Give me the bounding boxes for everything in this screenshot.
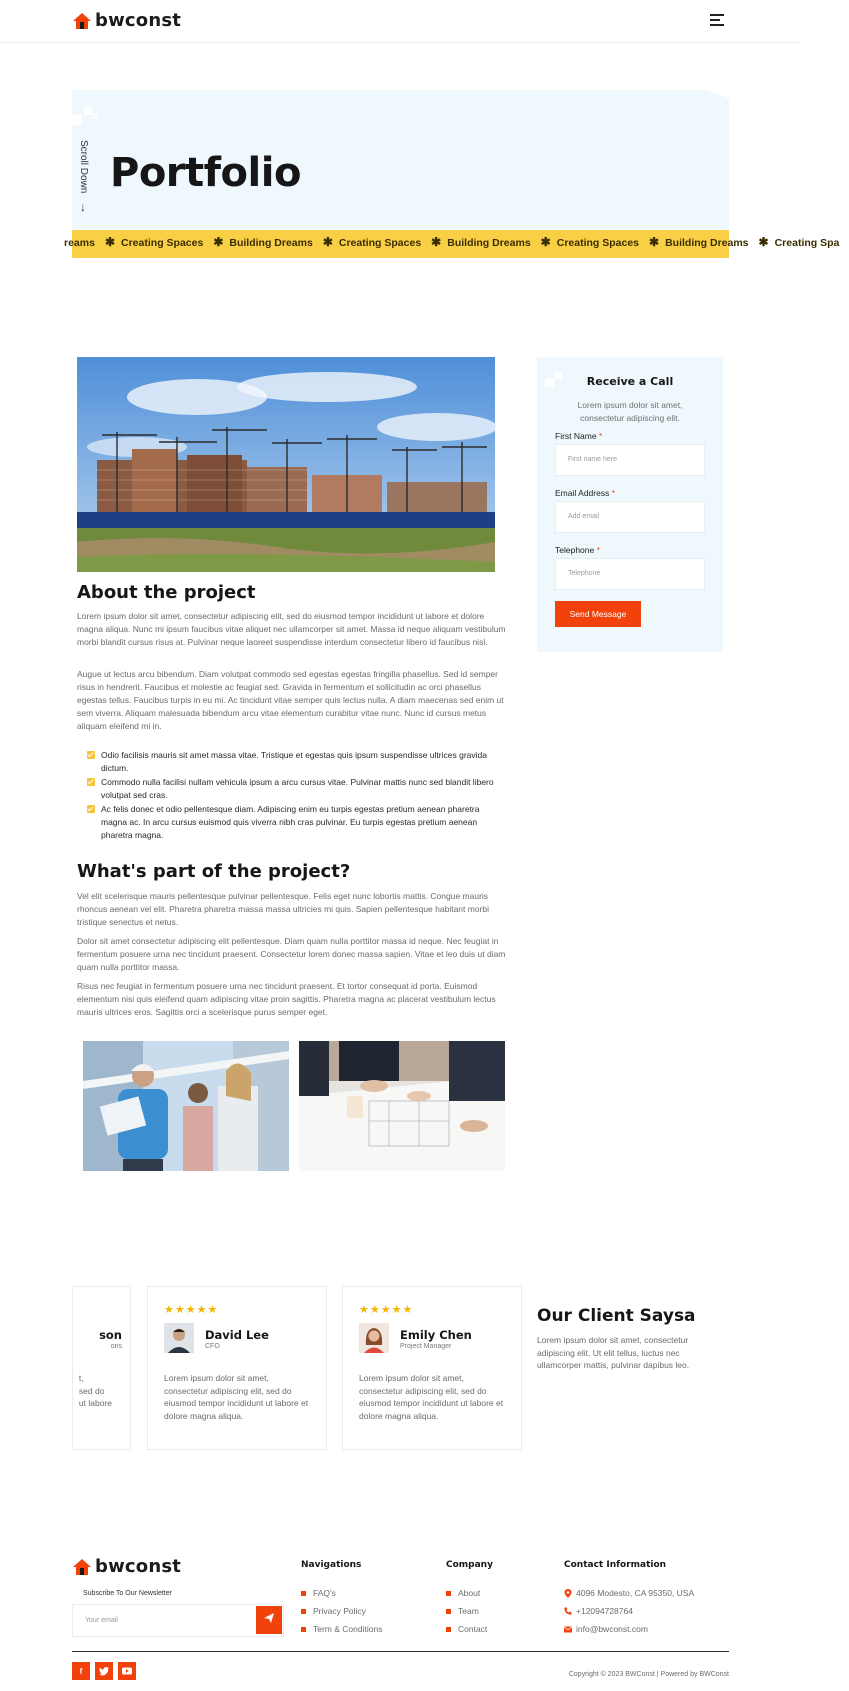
clients-section-title: Our Client Saysa bbox=[537, 1306, 696, 1326]
avatar bbox=[359, 1323, 389, 1353]
site-header bbox=[0, 0, 800, 43]
mail-icon bbox=[564, 1625, 572, 1633]
asterisk-icon: ✱ bbox=[104, 235, 116, 249]
arrow-down-icon: ↓ bbox=[80, 200, 86, 214]
first-name-input[interactable] bbox=[555, 444, 705, 476]
first-name-label-text: First Name bbox=[555, 431, 597, 441]
ticker-item: Creating Spaces bbox=[338, 237, 422, 249]
about-paragraph-1: Lorem ipsum dolor sit amet, consectetur adipiscing elit, sed do eiusmod tempor incididunt ut labore et dolore magna aliqua. Nunc mi ipsum faucibus vitae aliquet nec ullamcorper sit amet. Massa id neque aliquam vestibulum morbi blandit cursus risus at. Pulvinar neque laoreet suspendisse interdum consectetur libero id faucibus nisl. bbox=[77, 611, 506, 647]
house-logo-icon bbox=[72, 1557, 92, 1577]
telephone-placeholder: Telephone bbox=[568, 570, 601, 577]
asterisk-icon: ✱ bbox=[431, 235, 442, 249]
required-marker: * bbox=[611, 488, 616, 498]
five-star-rating-icon: ★★★★★ bbox=[359, 1304, 414, 1316]
checklist-item bbox=[87, 803, 507, 842]
asterisk-icon: ✱ bbox=[540, 235, 551, 249]
copyright-text: Copyright © 2023 BWConst | Powered by BWConst bbox=[568, 1671, 729, 1678]
footer-brand-logo[interactable] bbox=[72, 1556, 181, 1577]
checkbox-checked-icon bbox=[87, 778, 95, 786]
checkbox-checked-icon bbox=[87, 805, 95, 813]
footer-link-faq[interactable]: FAQ's bbox=[301, 1588, 336, 1598]
youtube-icon[interactable] bbox=[118, 1662, 136, 1680]
facebook-icon[interactable]: f bbox=[72, 1662, 90, 1680]
send-icon bbox=[263, 1611, 275, 1629]
phone-icon bbox=[564, 1607, 572, 1615]
footer-nav-title: Navigations bbox=[301, 1560, 362, 1570]
call-form-subtitle: Lorem ipsum dolor sit amet, consectetur adipiscing elit. bbox=[577, 400, 683, 423]
ticker-item: Creating Spaces bbox=[556, 237, 640, 249]
checklist-item-text: Ac felis donec et odio pellentesque diam. Adipiscing enim eu turpis egestas pretium aenean pharetra magna ac. In arcu cursus euismod quis viverra nibh cras pulvinar. Eu turpis egestas pretium aenean pharetra magna. bbox=[101, 804, 480, 840]
part-paragraph-3: Risus nec feugiat in fermentum posuere urna nec tincidunt praesent. Et tortor consequat id porta. Euismod elementum nisi quis eleifend quam adipiscing vitae proin sagittis. Pharetra magna ac placerat vestibulum lectus mauris ultrices eros. Sagittis orci a scelerisque purus semper eget. bbox=[77, 981, 496, 1017]
part-title: What's part of the project? bbox=[77, 861, 351, 882]
telephone-label-text: Telephone bbox=[555, 545, 595, 555]
about-title: About the project bbox=[77, 582, 256, 603]
testimonial-name: Emily Chen bbox=[400, 1328, 472, 1342]
send-message-button[interactable]: Send Message bbox=[555, 601, 641, 627]
first-name-placeholder: First name here bbox=[568, 456, 618, 463]
ticker-item: reams bbox=[64, 237, 95, 249]
required-marker: * bbox=[598, 431, 603, 441]
footer-company-title: Company bbox=[446, 1560, 493, 1570]
asterisk-icon: ✱ bbox=[322, 235, 333, 249]
footer-phone[interactable] bbox=[564, 1606, 633, 1616]
footer-link-privacy[interactable]: Privacy Policy bbox=[301, 1606, 366, 1616]
ticker-item: Creating Spa bbox=[774, 237, 840, 249]
workers-photo bbox=[83, 1041, 289, 1171]
hamburger-menu-icon[interactable] bbox=[710, 14, 726, 27]
part-paragraph-1: Vel elit scelerisque mauris pellentesque pulvinar pellentesque. Felis eget nunc lobortis mattis. Congue mauris rhoncus aenean vel elit. Pharetra pharetra massa massa ultricies mi quis. Sapien pellentesque habitant morbi tristique senectus et netus. bbox=[77, 891, 490, 927]
footer-link-contact[interactable]: Contact bbox=[446, 1624, 487, 1634]
footer-link-about[interactable]: About bbox=[446, 1588, 480, 1598]
checklist-item-text: Commodo nulla facilisi nullam vehicula ipsum a arcu cursus vitae. Pulvinar mattis nunc sed blandit libero volutpat sed cras. bbox=[101, 777, 494, 800]
ticker-track bbox=[64, 237, 849, 249]
twitter-icon[interactable] bbox=[95, 1662, 113, 1680]
scroll-down[interactable] bbox=[78, 140, 96, 212]
clients-section-subtitle: Lorem ipsum dolor sit amet, consectetur adipiscing elit. Ut elit tellus, luctus nec ullamcorper mattis, pulvinar dapibus leo. bbox=[537, 1335, 690, 1370]
blueprint-meeting-photo bbox=[299, 1041, 505, 1171]
asterisk-icon: ✱ bbox=[758, 235, 769, 249]
location-pin-icon bbox=[564, 1589, 572, 1597]
brand-name: bwconst bbox=[95, 10, 182, 31]
checklist bbox=[87, 749, 507, 843]
telephone-input[interactable] bbox=[555, 558, 705, 590]
testimonial-text: Lorem ipsum dolor sit amet, consectetur adipiscing elit, sed do eiusmod tempor incididunt ut labore et dolore magna aliqua. bbox=[359, 1373, 504, 1421]
testimonial-name: son bbox=[99, 1328, 122, 1342]
about-paragraph-2: Augue ut lectus arcu bibendum. Diam volutpat commodo sed egestas egestas fringilla phasellus. Sed id semper risus in hendrerit. Faucibus et molestie ac feugiat sed. Gravida in fermentum et sollicitudin ac orci phasellus egestas tellus. Faucibus turpis in eu mi. Ac tincidunt vitae semper quis lectus nulla. A diam maecenas sed enim ut sem viverra. Aliquam malesuada bibendum arcu vitae elementum curabitur vitae nunc. Nunc id cursus metus aliquam eleifend mi in. bbox=[77, 669, 504, 731]
email-label bbox=[555, 488, 615, 498]
testimonial-role: ons bbox=[110, 1343, 122, 1350]
call-form-title: Receive a Call bbox=[586, 375, 674, 388]
telephone-label bbox=[555, 545, 600, 555]
first-name-label bbox=[555, 431, 602, 441]
testimonial-role: CFO bbox=[205, 1343, 220, 1350]
checklist-item bbox=[87, 776, 507, 802]
project-image bbox=[77, 357, 495, 572]
five-star-rating-icon: ★★★★★ bbox=[164, 1304, 219, 1316]
footer-address bbox=[564, 1588, 694, 1598]
ticker-item: Building Dreams bbox=[229, 237, 313, 249]
newsletter-label: Subscribe To Our Newsletter bbox=[83, 1590, 172, 1597]
testimonial-text: t, sed do ut labore bbox=[78, 1373, 112, 1408]
testimonial-card-partial bbox=[72, 1286, 131, 1450]
brand-logo[interactable] bbox=[72, 10, 181, 31]
testimonial-role: Project Manager bbox=[400, 1343, 452, 1350]
ticker-item: Building Dreams bbox=[447, 237, 531, 249]
email-placeholder: Add email bbox=[568, 513, 600, 520]
ticker-banner bbox=[64, 230, 840, 258]
scroll-down-label: Scroll Down bbox=[78, 140, 89, 194]
brand-name: bwconst bbox=[95, 1556, 182, 1577]
footer-link-team[interactable]: Team bbox=[446, 1606, 479, 1616]
asterisk-icon: ✱ bbox=[213, 235, 224, 249]
required-marker: * bbox=[596, 545, 600, 555]
testimonial-name: David Lee bbox=[205, 1328, 269, 1342]
checklist-item-text: Odio facilisis mauris sit amet massa vitae. Tristique et egestas quis ipsum suspendisse ultrices gravida dictum. bbox=[101, 750, 487, 773]
testimonial-text: Lorem ipsum dolor sit amet, consectetur adipiscing elit, sed do eiusmod tempor incididunt ut labore et dolore magna aliqua. bbox=[164, 1373, 309, 1421]
email-input[interactable] bbox=[555, 501, 705, 533]
asterisk-icon: ✱ bbox=[649, 235, 660, 249]
footer-link-terms[interactable]: Term & Conditions bbox=[301, 1624, 382, 1634]
part-paragraph-2: Dolor sit amet consectetur adipiscing elit pellentesque. Diam quam nulla porttitor massa id neque. Nec feugiat in fermentum posuere urna nec tincidunt praesent. Consectetur lorem donec massa sapien. Vitae et leo duis ut diam quam nulla porttitor massa. bbox=[77, 936, 506, 972]
checklist-item bbox=[87, 749, 507, 775]
newsletter-placeholder: Your email bbox=[85, 1617, 118, 1624]
ticker-item: Creating Spaces bbox=[121, 237, 204, 249]
newsletter-submit-button[interactable] bbox=[256, 1606, 282, 1634]
page-title: Portfolio bbox=[110, 150, 301, 196]
newsletter-email-input[interactable] bbox=[72, 1604, 284, 1637]
footer-phone-text: +12094728764 bbox=[576, 1606, 633, 1616]
footer-email-text: info@bwconst.com bbox=[576, 1624, 648, 1634]
avatar bbox=[164, 1323, 194, 1353]
testimonial-card bbox=[342, 1286, 522, 1450]
testimonial-card bbox=[147, 1286, 327, 1450]
footer-divider bbox=[72, 1651, 729, 1652]
ticker-item: Building Dreams bbox=[665, 237, 749, 249]
decorative-squares-icon bbox=[72, 107, 102, 131]
footer-contact-title: Contact Information bbox=[564, 1560, 667, 1570]
checkbox-checked-icon bbox=[87, 751, 95, 759]
footer-email[interactable] bbox=[564, 1624, 648, 1634]
house-logo-icon bbox=[72, 11, 92, 31]
email-label-text: Email Address bbox=[555, 488, 610, 498]
footer-address-text: 4096 Modesto, CA 95350, USA bbox=[576, 1588, 695, 1598]
